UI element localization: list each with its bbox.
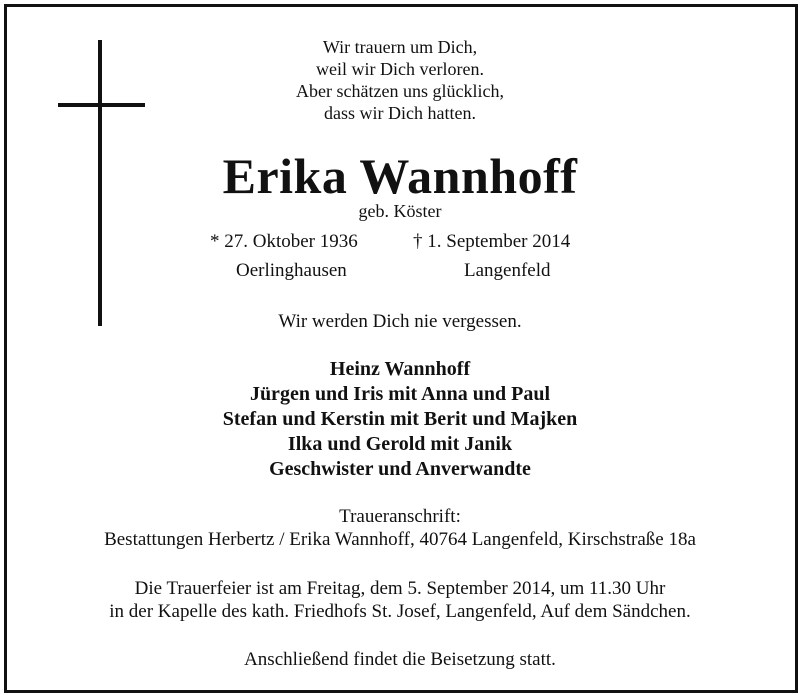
mourner-line: Heinz Wannhoff (329, 358, 471, 380)
service-line: Die Trauerfeier ist am Freitag, dem 5. September 2014, um 11.30 Uhr (134, 578, 666, 599)
poem-line: Aber schätzen uns glücklich, (296, 81, 504, 101)
mourner-line: Jürgen und Iris mit Anna und Paul (249, 383, 551, 405)
service-info (0, 577, 800, 623)
birth-date: * 27. Oktober 1936 (210, 231, 358, 252)
memorial-poem (0, 36, 800, 124)
poem-line: dass wir Dich hatten. (324, 103, 476, 123)
farewell-line: Wir werden Dich nie vergessen. (278, 311, 522, 332)
mourner-line: Ilka und Gerold mit Janik (287, 433, 513, 455)
service-line: in der Kapelle des kath. Friedhofs St. Josef, Langenfeld, Auf dem Sändchen. (109, 601, 691, 622)
burial-info: Anschließend findet die Beisetzung statt. (244, 649, 556, 670)
birth-name: geb. Köster (358, 201, 442, 221)
birth-place: Oerlinghausen (236, 260, 347, 281)
address-text: Bestattungen Herbertz / Erika Wannhoff, 40764 Langenfeld, Kirschstraße 18a (104, 529, 696, 550)
address-label: Traueranschrift: (339, 506, 461, 527)
mourners-list (0, 357, 800, 482)
poem-line: Wir trauern um Dich, (322, 37, 478, 57)
deceased-name: Erika Wannhoff (222, 148, 578, 204)
mourning-address (0, 505, 800, 551)
mourner-line: Stefan und Kerstin mit Berit und Majken (222, 408, 578, 430)
death-place: Langenfeld (464, 260, 551, 281)
poem-line: weil wir Dich verloren. (316, 59, 484, 79)
death-date: † 1. September 2014 (413, 231, 571, 252)
mourner-line: Geschwister und Anverwandte (269, 458, 531, 480)
